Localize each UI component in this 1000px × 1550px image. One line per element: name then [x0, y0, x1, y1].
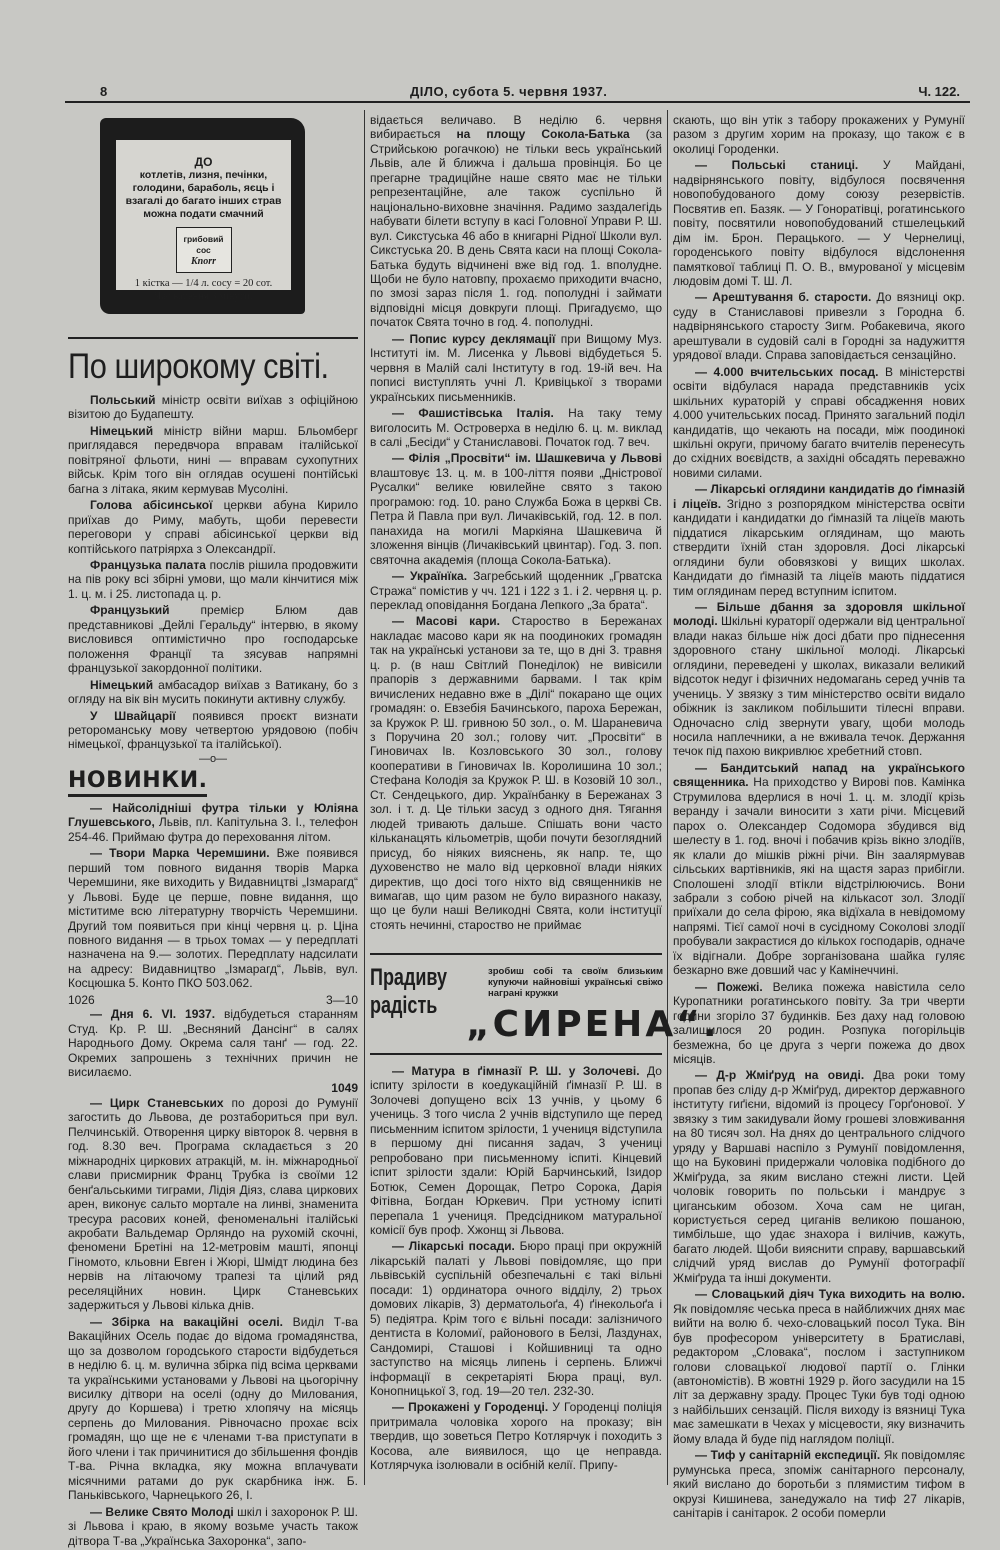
sirena-advertisement — [368, 952, 720, 1050]
article: — Прокажені у Городенці. У Городенці поліція притримала чоловіка хорого на проказу; він твердив, що зоветься Петро Котлярчук і походить з Косова, але виявилося, що це неправда. Котлярчука ізолювали в осібній келії. Припу- — [370, 1400, 662, 1473]
section-title-world: По широкому світі. — [68, 347, 329, 386]
article-continuation: скають, що він утік з табору прокажених у Румунії разом з другим хорим на проказу, що також є в околиці Городенки. — [673, 113, 965, 156]
article: — Цирк Станевських по дорозі до Румунії загостить до Львова, де розтаборитьcя при вул. Пелчинській. Отворення цирку вівторок 8. червня в год. 8.30 веч. Програма складається з 20 міжнародніх циркових атракцій, м. ін. міжнародньої слави присмирник Франц Трубка із своїми 12 бенґальськими тиграми, Лідія Діяз, слава циркових арен, виконує сальто мортале на линві, знаменита тресура расових коней, феноменальні італійські акробати Вальдемар Орляндо на рухомій скочні, феномени Бретіні на 12-метровім машті, японці Гіномото, кльовни Евген і Жюрі, Шмідт людина без нервів на літаючому трапезі та цілий ряд реселяційних новин. Цирк Станевських задержиться у Львові кілька днів. — [68, 1095, 358, 1313]
ad-text: котлетів, лизня, печінки, голодини, бараболь, яєць і взагалі до багато інших страв можна подати смачний — [125, 169, 282, 220]
middle-column — [370, 113, 662, 934]
article: Французька палата послів рішила продовжити на пів року всі збірні умови, що мали кінчитися між 1. ц. м. і 25. листопада ц. р. — [68, 557, 358, 601]
article: Німецький міністр війни марш. Бльомберг приглядався передвчора вправам італійської повітряної фльоти, нині — вправам сухопутних військ. Крім того він оглядав осушені понтійські багна з літака, яким кермував Мусоліні. — [68, 423, 358, 496]
ad-rule — [370, 1053, 662, 1055]
ad-text: зробиш собі та своїм близьким купуючи найновіші українські свіжо награні кружки — [488, 966, 663, 999]
separator: —o— — [198, 752, 228, 765]
column-divider — [667, 110, 668, 1485]
article: Французький премієр Блюм дав представникові „Дейлі Геральду“ інтервю, в якому висловився оптимістично про господарське положення Франції та зясував напрямні французької закордонної політики. — [68, 603, 358, 676]
middle-column-lower — [370, 1064, 662, 1475]
article: — Польські станиці. У Майдані, надвірнянського повіту, відбулося посвячення новопобудованого дому союзу резервістів. Посвятив еп. Базяк. — У Гоноратівці, рогатинського повіту, посвятили новопобудований стшелецький дім ім. Брон. Перацького. — У Чернелиці, городенського повіту відбулося відслонення памяткової таблиці П. О. В., вмурованої у місцевім людовім домі Т. Ш. Л. — [673, 158, 965, 288]
article: — Дня 6. VI. 1937. відбудеться старанням Студ. Кр. Р. Ш. „Весняний Дансінг“ в салях Народнього Дому. Окрема саля танґ — год. 22. Окремих запрошень з технічних причин не висилаємо. — [68, 1007, 358, 1080]
ad-code: 1026 3—10 — [68, 992, 358, 1007]
article: — Більше дбання за здоровля шкільної молоді. Шкільні кураторії одержали від центральної влади наказ більше ніж досі дбати про піднесення здоровного стану шкільної молоді. Лікарські оглядини, переведені у школах, виказали великий відсоток недуг і фізичних недомагань серед учнів та учениць. У звязку з тим міністерство освіти видало обіжник із закликом побільшити тілесні вправи. Одночасно слід звернути увагу, щоби молодь носила наплечники, а не вживала течок. Держання течок під пахою викривлює хребетний стовп. — [673, 599, 965, 759]
article: Голова абісинської церкви абуна Кирило приїхав до Риму, мабуть, щоби перевести переговори у справі абісинської церкви від коптійського патріярха з Олександрії. — [68, 498, 358, 556]
left-column — [68, 347, 358, 1550]
article: — 4.000 вчительських посад. В міністерстві освіти відбулася нарада представників усіх шкільних кураторій у справі обсадження нових 4.000 учительських посад. Принято загальний поділ кандидатів, що чекають на посади, між поодинокі шкільні округи, причому багато вчителів перенесуть до східних воєвідств, а західні обсадять переважно новими силами. — [673, 364, 965, 480]
ad-time: Час варення 3 мінути. — [154, 291, 253, 302]
article: — Арештування б. старости. До вязниці окр. суду в Станиславові привезли з Городна б. надвірнянського старосту Зигм. Робакевича, якого арештували в судовій салі в Городні за надужиття урядової влади. Справа заповідається сензаційно. — [673, 290, 965, 363]
article: Польський міністр освіти виїхав з офіційною візитою до Будапешту. — [68, 393, 358, 422]
article: — Словацький діяч Тука виходить на волю. Як повідомляє чеська преса в найближчих днях має вийти на волю б. чехо-словацький посол Тука. Він був професором університету в Братиславі, редактором „Словака“, послом і заступником голови словацької людової партії о. Глінки (автономістів). В жовтні 1929 р. його засудили на 15 літ за державну зраду. Процес Туки був тоді одною з найбільших сензацій. Після виходу із вязниці Тука має замешкати в Чехах у місцевости, яку визначить йому влада й буде під наглядом поліції. — [673, 1287, 965, 1446]
article: — Бандитський напад на українського священника. На приходство у Вирові пов. Камінка Струмилова вдерлися в ночі 1. ц. м. злодії крізь веранду і зачали виносити з хати річи. Місцевий парох о. Олександер Содомора збудився від шелесту в 1. год. вночі і побачив крізь вікно злодіїв, як клали до мішків ріжні річи. Він заалярмував сільських вартівників, які на щастя зараз прибігли. Сполошені злодії втікли відстрілюючись. Вони забрали з собою річей на кількасот зол. Злодії приїхали до села фірою, яка відїхала в невідомому напрямі. Тієї самої ночі в сусідному Соколові злодії пробували закрастися до кількох господарів, одначе їх відігнали. Добре зорганізована шайка гуляє безкарно вже довший час у Камінеччині. — [673, 760, 965, 978]
page-number: 8 — [100, 84, 108, 99]
column-divider — [364, 110, 365, 1485]
box-label: грибовий — [183, 234, 224, 244]
article: У Швайцарії появився проєкт визнати ретороманську мову четвертою урядовою (побіч німецької, французької та італійської). — [68, 708, 358, 752]
article: — Філія „Просвіти“ ім. Шашкевича у Львові влаштовує 13. ц. м. в 100-ліття появи „Дністрової Русалки“ велике ювилейне свято з такою програмою: год. 10. рано Служба Божа в церкві Св. Петра й Павла при вул. Личаківській, год. 12. в пол. панахида на могилі Маркіяна Шашкевича й зложення вінців (Личаківський цвинтар). Год. 3. поп. святочна академія (площа Сокола-Батька). — [370, 451, 662, 567]
brand-logo: Knorr — [190, 256, 216, 267]
article-continuation: відається величаво. В неділю 6. червня вибирається на площу Сокола-Батька (за Стрийською рогачкою) не тільки весь український Львів, але й ближча і дальша провінція. Бо це прегарне традиційне наше свято має не тільки репрезентаційне, але також суспільно й національно-виховне значіння. Радимо заздалегідь набувати білети вступу в касі Головної Управи Р. Ш. вул. Сикстуська 46 або в книгарні Рідної Школи вул. Сикстуська 20. В день Свята каси на площі Сокола-Батька будуть відчинені вже від год. 1. вполудне. Щоби не було натовпу, прохаємо приходити вчасно, по змозі зараз після 1. год. пополудні і займати відповідні місця довкруги площі. Пригадуємо, що початок Свята точно в год. 4. пополудні. — [370, 113, 662, 330]
article: — Попис курсу деклямації при Вищому Муз. Інституті ім. М. Лисенка у Львові відбудеться 5. червня в Малій салі Інституту в год. 19-ій веч. На пописі виступлять учні Л. Кривіцької з творами українських письменників. — [370, 331, 662, 404]
article: — Д-р Жміґруд на овиді. Два роки тому пропав без сліду д-р Жміґруд, директор державного інституту гиґієни, відомий із процесу Горґонової. У звязку з тим закидували йому грошеві зловживання на 80 тисяч зол. На днях до центрального слідчого уряду у Варшаві наспіло з Румунії повідомлення, що на Буковині придержали чоловіка подібного до Жміґруда, за яким вислано стежні листи. Цей чоловік говорить по польськи і мандрує з циганським обозом. Хоча сам не циган, користується серед циганів великою пошаною, тимбільше, що удає знахора і вилічив, кажуть, багато людей. Щоби вияснити справу, варшавський слідчий уряд вислав до Румунії фотографії Жміґруда та інші документи. — [673, 1068, 965, 1285]
section-rule — [68, 337, 358, 339]
ad-price: 1 кістка — 1/4 л. сосу = 20 сот. — [134, 278, 273, 289]
article: — Масові кари. Староство в Бережанах накладає масово кари як на поодиноких громадян так на українські установи за те, що в дні 3. травня ц. р. (в наш Світлий Понеділок) не вивісили прапорів з державними барвами. І так крім вичислених недавно вже в „Ділі“ покарано ще оцих громадян: о. Евзебія Бачинського, пароха Бережан, за Кружок Р. Ш. гривною 50 зол., о. М. Шараневича з Поручина 20 зол.; голову чит. „Просвіти“ в Гиновичах Ів. Козловського 30 зол., голову кооперативи в Гиновичах Ів. Королишина 10 зол.; Стефана Колодія за Кружок Р. Ш. в Козовій 10 зол., Ст. Сендецького, дир. Українбанку в Бережанах 3 зол. і т. д. Це тільки засуд з одного дня. Тягання людей тривають дальше. Спішать вони часто кільканацять кільометрів, щоби почути безоглядний присуд, бо ніяких вияснень, як напр. те, що духовенство не мало від церковної влади ніяких директив, що досі того ніхто від священників не вимагав, що цим разом не було виразного наказу, що це були наші Великодні Свята, коли інституції стоять нечинні, староство не приймає — [370, 614, 663, 932]
article: — Тиф у санітарній експедиції. Як повідомляє румунська преса, зпоміж санітарного персоналу, який вислано до боротьби з плямистим тифом в окрузі Кишинева, занедужало на тиф 27 лікарів, санітарів і санітарок. 2 особи померли — [673, 1448, 965, 1521]
newspaper-title: ДІЛО, субота 5. червня 1937. — [410, 84, 608, 99]
ad-code: 1049 — [331, 1081, 358, 1096]
box-label: сос — [196, 245, 211, 255]
section-title-news: НОВИНКИ. — [68, 768, 207, 797]
article: — Українїка. Загребський щоденник „Грватска Стража“ помістив у чч. 121 і 122 з 1. і 2. червня ц. р. переклад оповідання Богдана Лепкого „За брата“. — [370, 569, 662, 612]
article: — Велике Свято Молоді шкіл і захоронок Р. Ш. зі Львова і краю, в якому возьме участь також дітвора Т-ва „Українська Захоронка“, запо- — [68, 1504, 358, 1548]
header-rule — [65, 101, 970, 103]
article: — Матура в ґімназії Р. Ш. у Золочеві. До іспиту зрілости в коедукаційній ґімназії Р. Ш. в Золочеві допущено всіх 13 учнів, у цьому 6 учениць. З того числа 2 учнів відступило ще перед письменним іспитом зрілости, 1 учениця відступила в першому дні писання задач, 3 учениці репробовано при письменному іспиті. Кінцевий іспит зрілости здали: Юрій Барчинський, Ізидор Ботюк, Семен Дорощак, Петро Сорока, Дарія Фітівна, Богдан Юркевич. При устному іспиті перепала 1 учениця. Предсідником матуральної комісії був проф. Хжонщ зі Львова. — [370, 1064, 662, 1237]
ad-to: ДО — [194, 155, 213, 169]
article: — Твори Марка Черемшини. Вже появився перший том повного видання творів Марка Черемшини, яке виходить у Видавництві „Ізмарагд“ у Львові. Буде це перше, повне видання, що міститиме всю літературну творчість Черемшини. Другий том появиться при кінці червня ц. р. Ціна повного видання — в трьох томах — у передплаті назначена на 9.— золотих. Передплату надсилати на адресу: Видавництво „Ізмарагд“, Львів, вул. Косцюшка 5. Конто ПКО 503.062. — [68, 846, 359, 991]
knorr-advertisement — [100, 118, 305, 314]
article: — Найсолідніші футра тільки у Юліяна Глушевського, Львів, пл. Капітульна 3. І., телефон 254-46. Приймаю футра до переховання літом. — [68, 800, 358, 844]
ad-headline: Прадиву радість — [370, 964, 448, 1019]
article: — Лікарські оглядини кандидатів до ґімназій і ліцеїв. Згідно з розпорядком міністерства освіти кандидати і кандидатки до ґімназій та ліцеїв мають піддатися лікарським оглядинам, що мають ствердити їхній стан здоровля. Досі лікарські оглядини були обовязкові у вищих школах. Кандидати до ґімназій та ліцеїв мають піддатися тим оглядинам перед вступним іспитом. — [673, 482, 965, 598]
issue-number: Ч. 122. — [918, 84, 960, 99]
page-header — [65, 84, 970, 102]
right-column — [673, 113, 965, 1523]
sauce-box-icon — [176, 227, 232, 273]
article: — Фашистівська Італія. На таку тему виголосить М. Островерха в неділю 6. ц. м. виклад в салі „Бесіди“ у Станиславові. Початок год. 7 веч. — [370, 406, 662, 449]
ad-brand: „СИРЕНА“. — [466, 1004, 720, 1045]
article: Німецький амбасадор виїхав з Ватикану, бо з огляду на вік він мусить покинути активну службу. — [68, 677, 358, 707]
article: — Збірка на вакаційні оселі. Виділ Т-ва Вакаційних Осель подає до відома громадянства, що за дозволом городського старости відбудеться в неділю 6. ц. м. вулична збірка під всіма церквами та українськими установами у Львові на цьогорічну висилку дітвори на оселі (одну до Милования, другу до Коршева) і третю хлопячу на місяць серпень до Милования. Рівночасно прохає всіх громадян, що ще не є членами т-ва приступати в його члени і так причинитися до збільшення фондів Т-ва. Річна вкладка, яку можна вплачувати місячними ратами до рук скарбника інж. Б. Паньківського, Чарнецького 26, І. — [68, 1314, 358, 1503]
article: — Лікарські посади. Бюро праці при окружній лікарській палаті у Львові повідомляє, що при львівській суспільній обезпечальні є такі вільні посади: 1) ординатора очного відділу, 2) трьох домових лікарів, 3) дерматольоґа, 4) ґінекольоґа і 5) педіятра. Крім того є вільні посади: залізничого дентиста в Коломиї, районового в Белзі, Лаздунах, Сандомирі, Сташові і Койшивниці та одно заступство на місяць липень і серпень. Ближчі інформації в секретаріяті Бюра праці, вул. Конопницької 3, год. 19—20 тел. 232-30. — [370, 1239, 662, 1398]
article: — Пожежі. Велика пожежа навістила село Куропатники рогатинського повіту. За три чверти години згоріло 37 будинків. Без даху над головою залишилося 20 родин. Розпука погорільців безмежна, бо це друга з черги пожежа до двох місяців. — [673, 979, 965, 1066]
